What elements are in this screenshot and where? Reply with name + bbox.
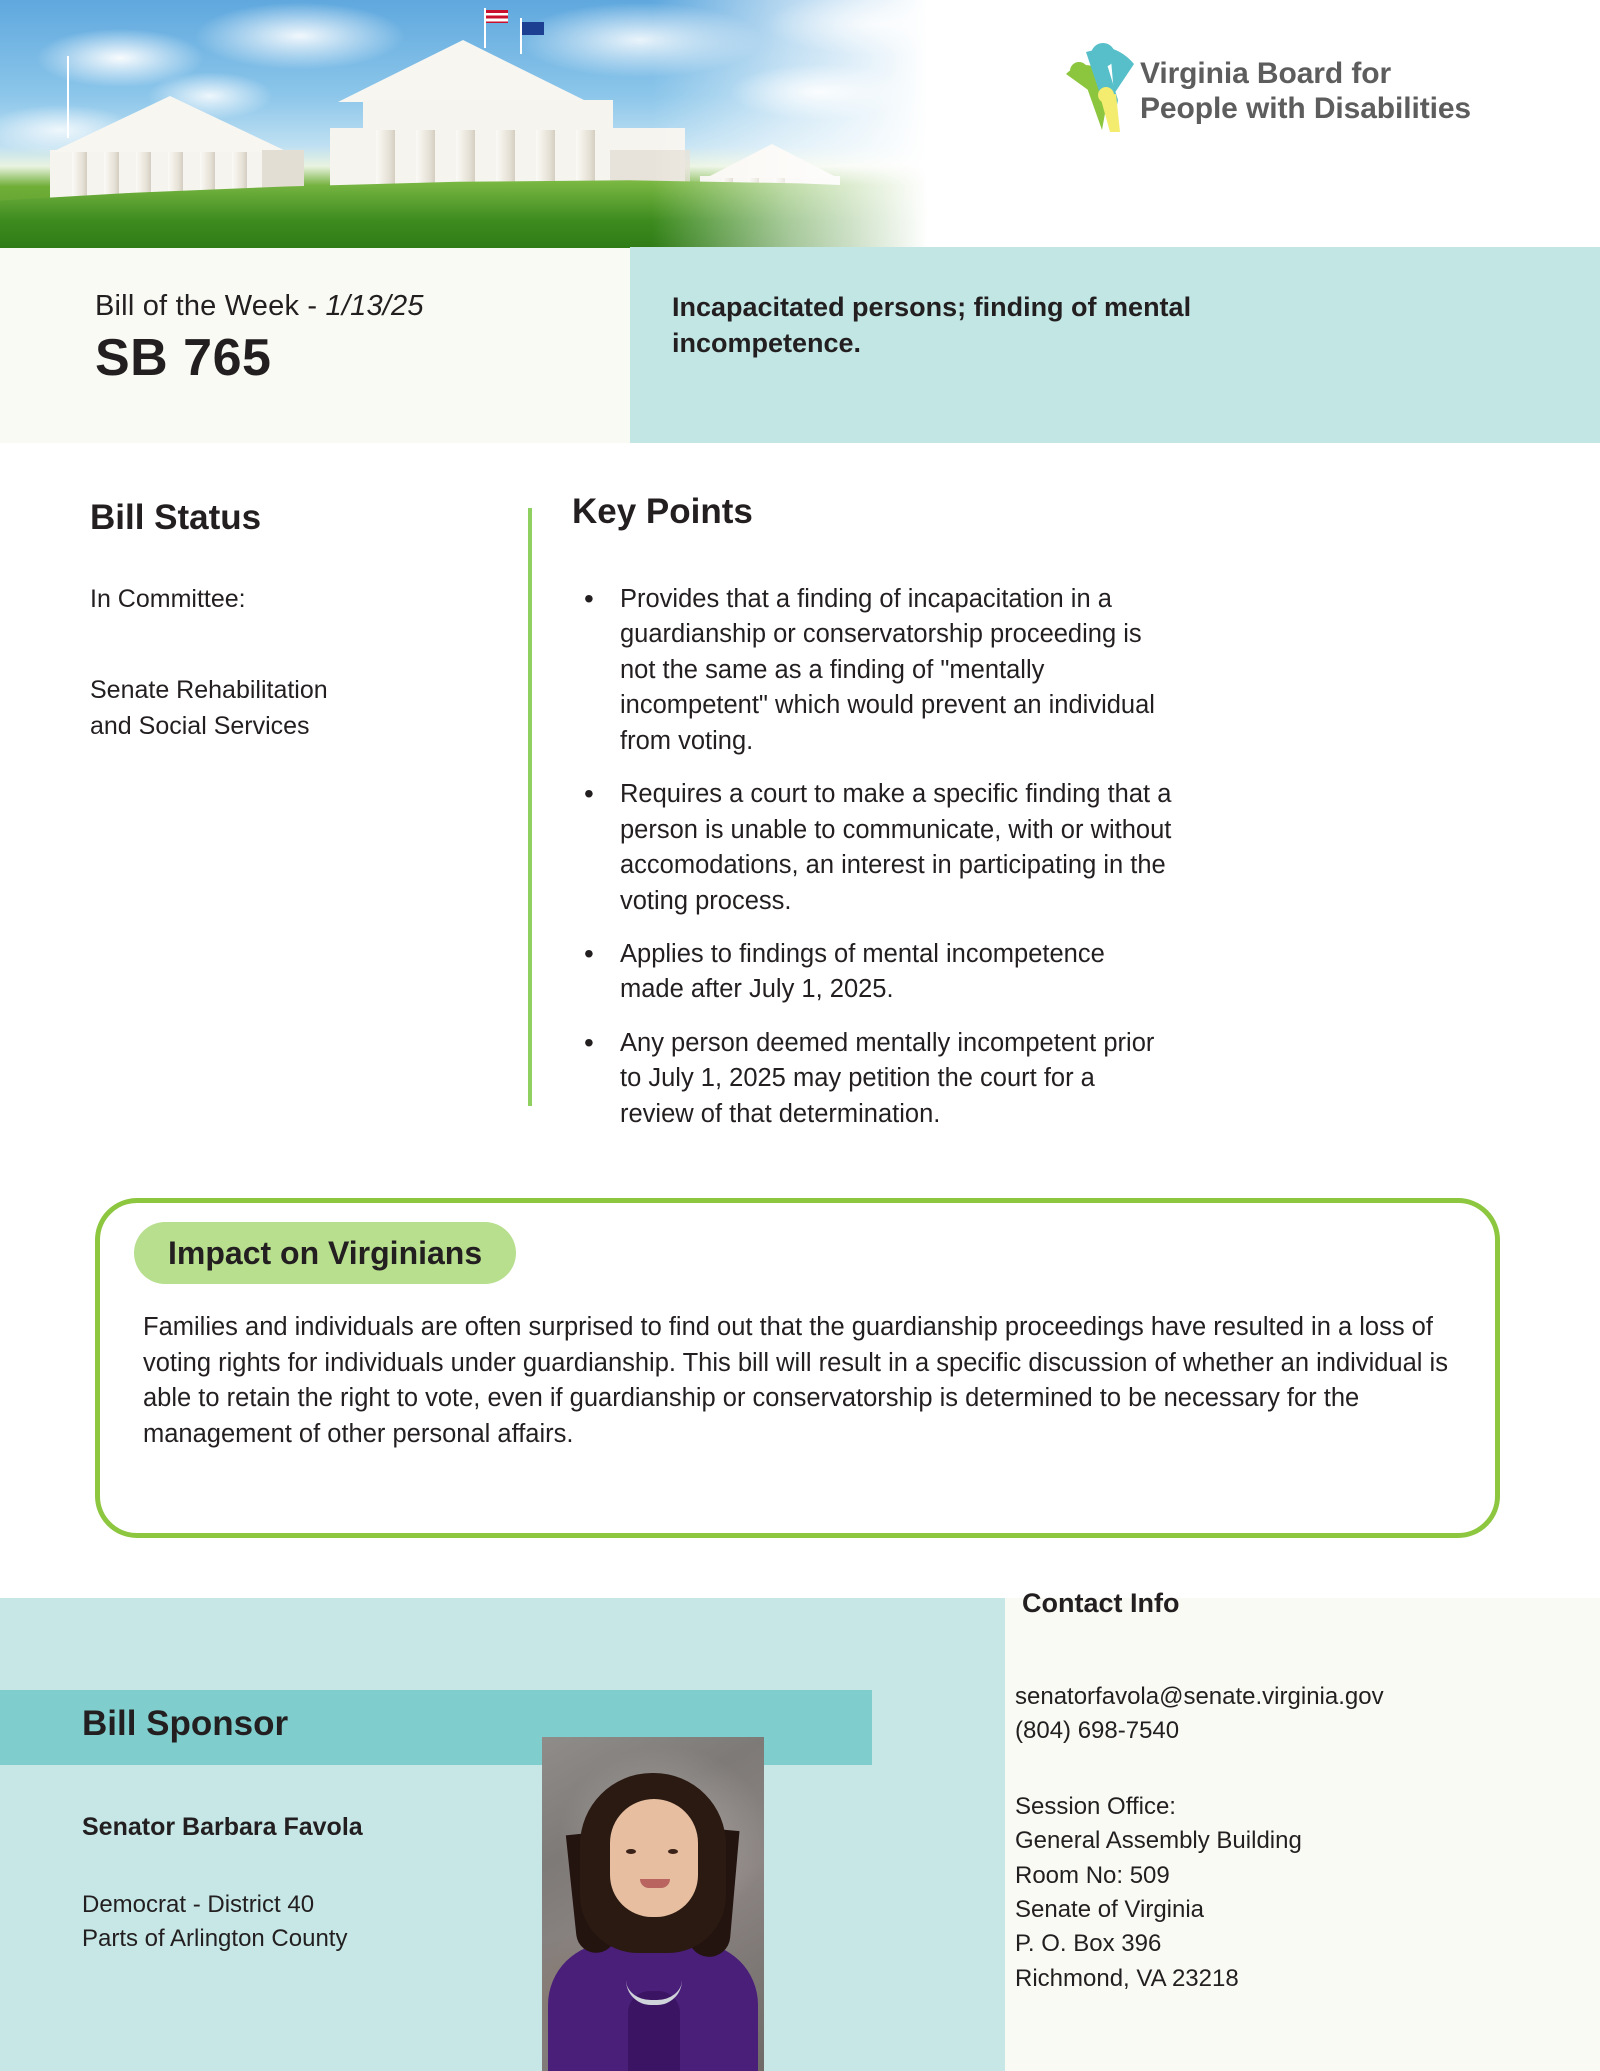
key-point-text: Requires a court to make a specific finding that a person is unable to communicate, with or without accomodations, an interest in participating in the voting process. [620, 780, 1172, 915]
sponsor-name: Senator Barbara Favola [82, 1813, 363, 1841]
key-point-text: Provides that a finding of incapacitation in a guardianship or conservatorship proceeding is not the same as a finding of "mentally incompetent" which would prevent an individual from voting. [620, 585, 1155, 755]
contact-office-address [1015, 1790, 1302, 1996]
contact-email[interactable]: senatorfavola@senate.virginia.gov [1015, 1683, 1384, 1710]
bill-number: SB 765 [95, 329, 272, 387]
key-points-list [572, 582, 1172, 1150]
bill-status-heading: Bill Status [90, 498, 262, 537]
sponsor-region: Parts of Arlington County [82, 1925, 348, 1953]
key-point-item [572, 937, 1172, 1008]
office-city: Richmond, VA 23218 [1015, 1964, 1239, 1992]
office-pobox: P. O. Box 396 [1015, 1930, 1162, 1958]
office-room: Room No: 509 [1015, 1861, 1170, 1889]
key-point-text: Any person deemed mentally incompetent prior to July 1, 2025 may petition the court for a review of that determination. [620, 1028, 1155, 1128]
header [0, 0, 1600, 248]
us-flag-icon [486, 10, 508, 23]
logo-wordmark [1140, 56, 1580, 126]
logo-line-2: People with Disabilities [1140, 92, 1472, 126]
bill-title: Incapacitated persons; finding of mental incompetence. [672, 292, 1192, 358]
capitol-entablature [363, 100, 613, 130]
bill-status-committee: Senate Rehabilitation and Social Services [90, 676, 328, 740]
photo-eye-right [668, 1849, 678, 1854]
key-point-text: Applies to findings of mental incompetence made after July 1, 2025. [620, 939, 1105, 1004]
sponsor-details [82, 1888, 347, 1956]
flagpole [67, 56, 69, 138]
impact-body-text: Families and individuals are often surprised to find out that the guardianship proceedings have resulted in a loss of voting rights for individuals under guardianship. This bill will result in a specific discussion of whether an individual is able to retain the right to vote, even if guardianship or conservatorship is determined to be necessary for the management of other personal affairs. [143, 1313, 1448, 1449]
contact-phone[interactable]: (804) 698-7540 [1015, 1716, 1180, 1744]
impact-badge [134, 1222, 516, 1284]
key-points-divider [528, 508, 532, 1106]
eyebrow-date: 1/13/25 [325, 290, 424, 322]
sponsor-photo [542, 1737, 764, 2071]
bullet-icon: • [584, 1026, 594, 1058]
photo-mouth [640, 1879, 670, 1888]
bill-of-week-eyebrow [95, 290, 424, 323]
contact-primary [1015, 1680, 1384, 1747]
sponsor-party-district: Democrat - District 40 [82, 1891, 315, 1918]
logo-line-1: Virginia Board for [1140, 57, 1392, 90]
capitol-photo [0, 0, 952, 252]
sponsor-heading: Bill Sponsor [82, 1704, 289, 1743]
eyebrow-label: Bill of the Week - [95, 290, 326, 322]
virginia-flag-icon [522, 22, 544, 35]
key-point-item [572, 582, 1172, 759]
vbpd-logo-icon [1062, 38, 1142, 133]
bullet-icon: • [584, 937, 594, 969]
key-point-item [572, 777, 1172, 919]
photo-face [610, 1799, 698, 1917]
office-label: Session Office: [1015, 1793, 1176, 1820]
photo-eye-left [626, 1849, 636, 1854]
office-body: Senate of Virginia [1015, 1895, 1205, 1923]
contact-heading: Contact Info [1022, 1588, 1180, 1618]
capitol-left-pediment [52, 96, 288, 152]
key-point-item [572, 1026, 1172, 1132]
bill-status-label: In Committee: [90, 585, 246, 613]
capitol-main-pediment [338, 40, 588, 102]
key-points-heading: Key Points [572, 492, 753, 531]
bullet-icon: • [584, 583, 594, 614]
bullet-icon: • [584, 778, 594, 810]
impact-badge-label: Impact on Virginians [168, 1234, 483, 1271]
office-building: General Assembly Building [1015, 1827, 1302, 1855]
photo-fade-overlay [652, 0, 952, 252]
